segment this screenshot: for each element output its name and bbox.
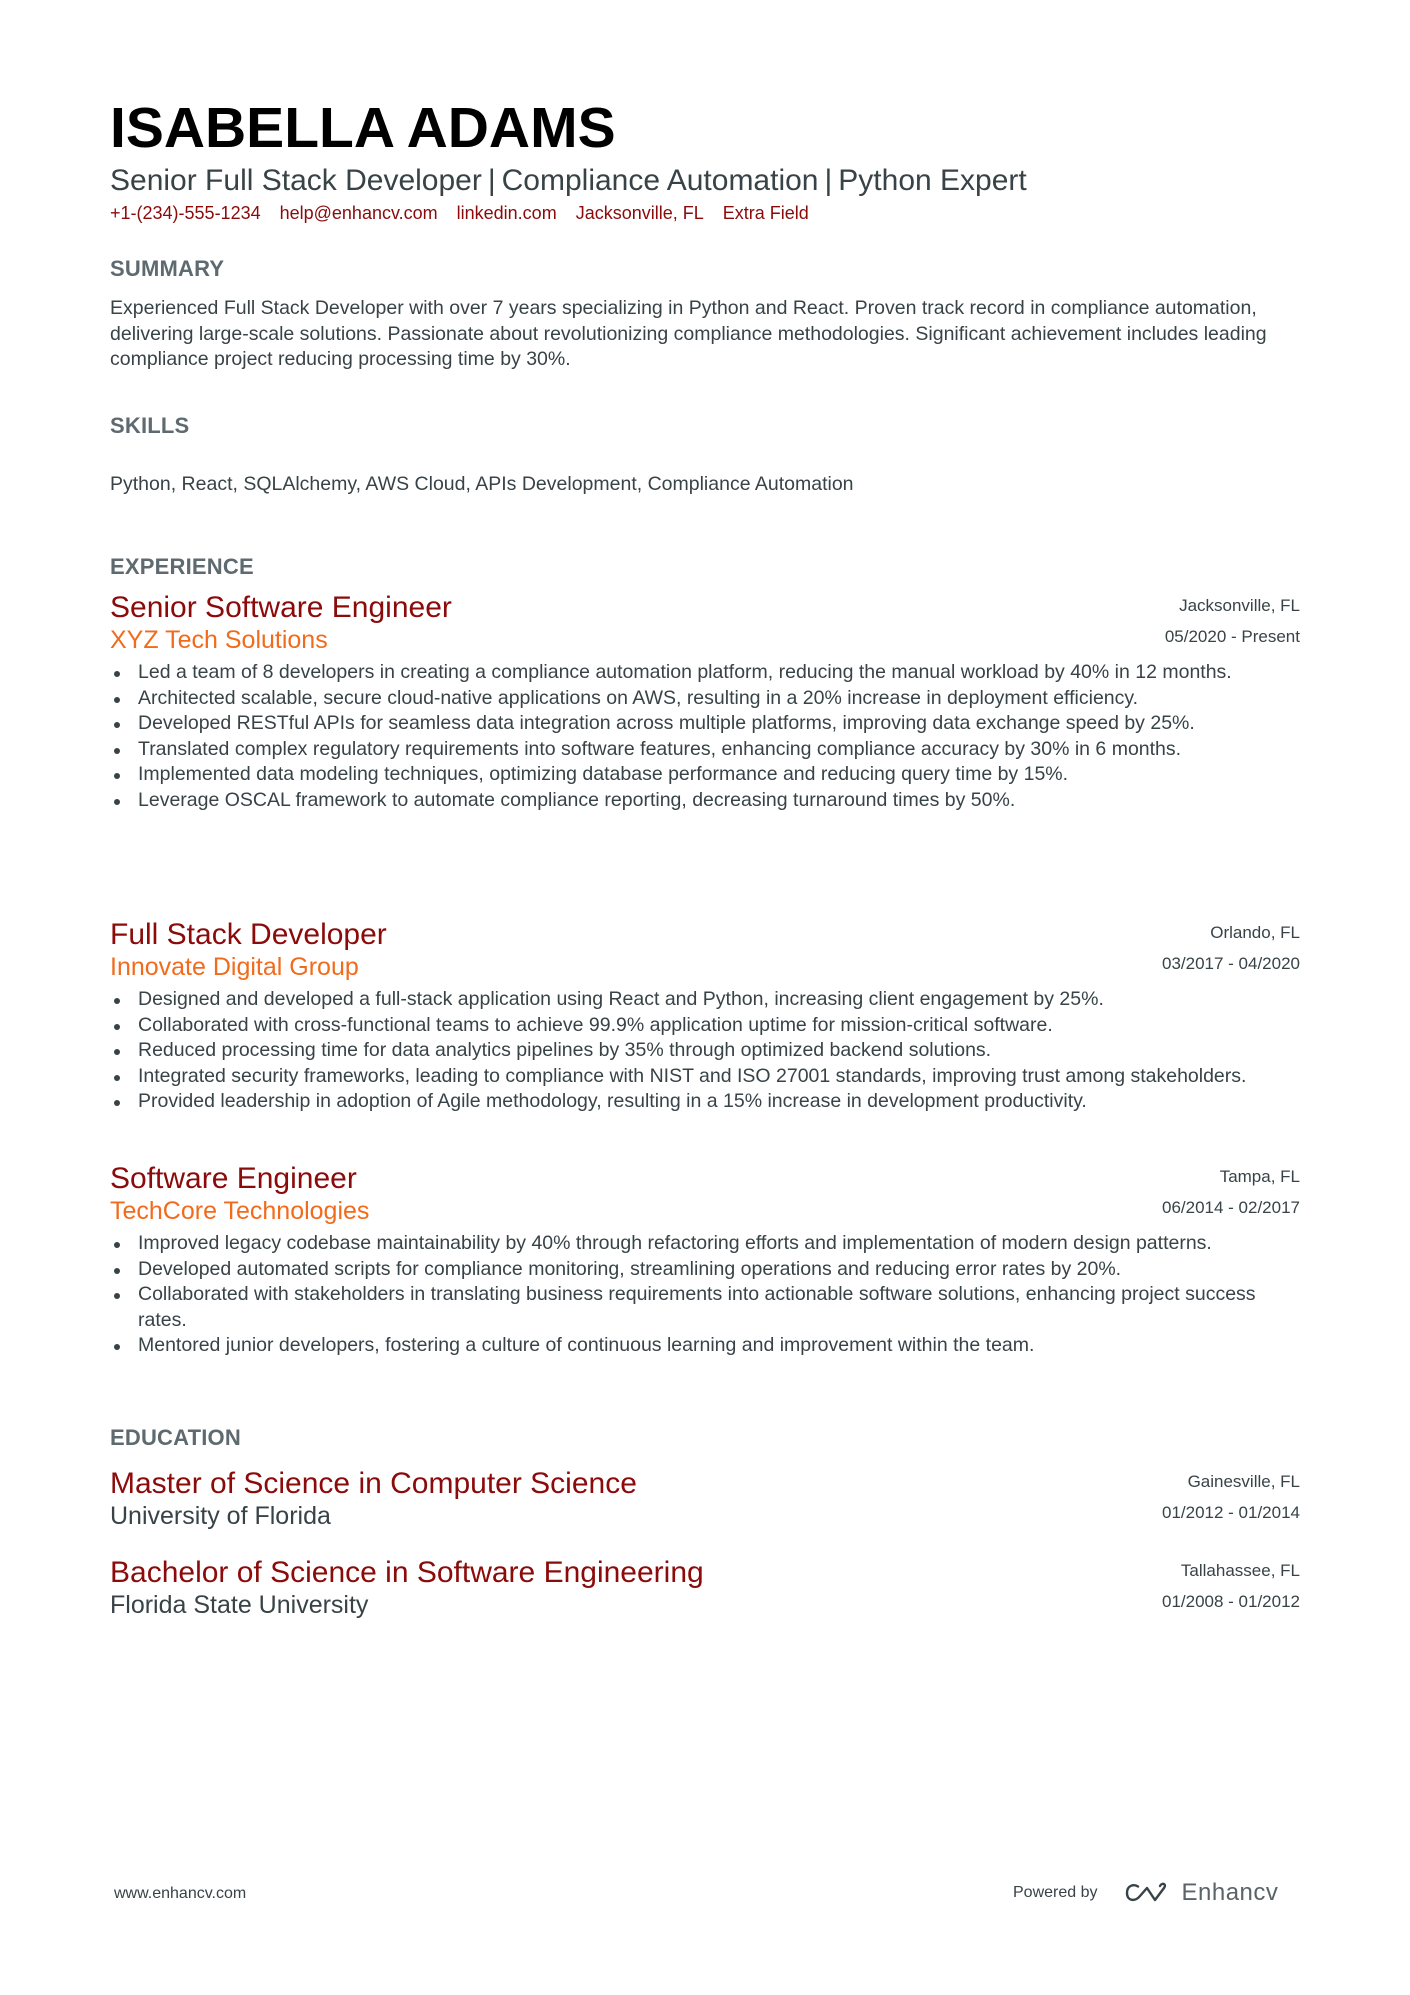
job-location: Orlando, FL xyxy=(1210,923,1300,942)
bullet-item: Mentored junior developers, fostering a culture of continuous learning and improvement within the team. xyxy=(110,1333,1300,1359)
contact-extra-field: Extra Field xyxy=(722,203,809,223)
degree-title: Bachelor of Science in Software Engineering xyxy=(110,1556,704,1589)
education-location: Tallahassee, FL xyxy=(1180,1561,1300,1580)
education-dates: 01/2012 - 01/2014 xyxy=(1161,1503,1300,1522)
job-dates: 06/2014 - 02/2017 xyxy=(1161,1198,1300,1217)
candidate-name: ISABELLA ADAMS xyxy=(110,96,616,160)
headline-separator: | xyxy=(487,164,496,197)
experience-entry xyxy=(110,591,1300,814)
headline-separator: | xyxy=(824,164,833,197)
education-meta xyxy=(1162,1467,1300,1523)
education-entry xyxy=(110,1467,1300,1531)
contact-linkedin[interactable]: linkedin.com xyxy=(456,203,557,223)
contact-info xyxy=(110,201,809,225)
job-meta xyxy=(1165,591,1300,647)
contact-location: Jacksonville, FL xyxy=(575,203,704,223)
bullet-item: Leverage OSCAL framework to automate compliance reporting, decreasing turnaround times by 50%. xyxy=(110,788,1300,814)
enhancv-brand-name: Enhancv xyxy=(1181,1879,1279,1906)
job-bullets xyxy=(110,1231,1300,1359)
enhancv-logo-icon xyxy=(1124,1881,1170,1905)
company-name: TechCore Technologies xyxy=(110,1197,370,1225)
degree-title: Master of Science in Computer Science xyxy=(110,1467,637,1500)
job-meta xyxy=(1162,918,1300,974)
education-dates: 01/2008 - 01/2012 xyxy=(1161,1592,1300,1611)
powered-by-label: Powered by xyxy=(1013,1884,1098,1901)
headline-expertise: Python Expert xyxy=(838,164,1027,197)
job-bullets xyxy=(110,987,1300,1115)
section-heading-education: EDUCATION xyxy=(110,1425,241,1450)
skills-text: Python, React, SQLAlchemy, AWS Cloud, APIs Development, Compliance Automation xyxy=(110,473,854,495)
job-dates: 05/2020 - Present xyxy=(1164,627,1300,646)
education-meta xyxy=(1162,1556,1300,1612)
bullet-item: Collaborated with stakeholders in translating business requirements into actionable software solutions, enhancing project success rates. xyxy=(110,1282,1300,1333)
contact-phone[interactable]: +1-(234)-555-1234 xyxy=(110,203,261,223)
job-location: Tampa, FL xyxy=(1219,1167,1300,1186)
experience-entry xyxy=(110,1162,1300,1359)
bullet-item: Developed automated scripts for compliance monitoring, streamlining operations and reducing error rates by 20%. xyxy=(110,1257,1300,1283)
bullet-item: Integrated security frameworks, leading to compliance with NIST and ISO 27001 standards, improving trust among stakeholders. xyxy=(110,1064,1300,1090)
company-name: Innovate Digital Group xyxy=(110,953,359,981)
contact-email[interactable]: help@enhancv.com xyxy=(279,203,438,223)
bullet-item: Collaborated with cross-functional teams to achieve 99.9% application uptime for mission-critical software. xyxy=(110,1013,1300,1039)
bullet-item: Translated complex regulatory requirements into software features, enhancing compliance accuracy by 30% in 6 months. xyxy=(110,737,1300,763)
section-heading-experience: EXPERIENCE xyxy=(110,554,254,579)
education-location: Gainesville, FL xyxy=(1187,1472,1300,1491)
school-name: Florida State University xyxy=(110,1591,369,1619)
section-heading-skills: SKILLS xyxy=(110,413,190,438)
bullet-item: Architected scalable, secure cloud-native applications on AWS, resulting in a 20% increase in deployment efficiency. xyxy=(110,686,1300,712)
job-title: Software Engineer xyxy=(110,1162,357,1195)
headline xyxy=(110,162,1027,200)
job-title: Senior Software Engineer xyxy=(110,591,452,624)
bullet-item: Implemented data modeling techniques, optimizing database performance and reducing query time by 15%. xyxy=(110,762,1300,788)
job-title: Full Stack Developer xyxy=(110,918,387,951)
bullet-item: Reduced processing time for data analytics pipelines by 35% through optimized backend solutions. xyxy=(110,1038,1300,1064)
headline-role: Senior Full Stack Developer xyxy=(110,164,482,197)
bullet-item: Provided leadership in adoption of Agile methodology, resulting in a 15% increase in development productivity. xyxy=(110,1089,1300,1115)
bullet-item: Led a team of 8 developers in creating a compliance automation platform, reducing the manual workload by 40% in 12 months. xyxy=(110,660,1300,686)
school-name: University of Florida xyxy=(110,1502,331,1530)
section-heading-summary: SUMMARY xyxy=(110,256,225,281)
company-name: XYZ Tech Solutions xyxy=(110,626,328,654)
footer-website-link[interactable]: www.enhancv.com xyxy=(114,1885,247,1902)
headline-focus: Compliance Automation xyxy=(501,164,819,197)
bullet-item: Improved legacy codebase maintainability by 40% through refactoring efforts and implementation of modern design patterns. xyxy=(110,1231,1300,1257)
summary-text: Experienced Full Stack Developer with over 7 years specializing in Python and React. Proven track record in compliance automation, delivering large-scale solutions. Passionate about revolutionizing compliance methodologies. Significant achievement includes leading compliance project reducing processing time by 30%. xyxy=(110,297,1267,371)
job-bullets xyxy=(110,660,1300,814)
powered-by-badge[interactable] xyxy=(1013,1879,1278,1907)
bullet-item: Designed and developed a full-stack application using React and Python, increasing client engagement by 25%. xyxy=(110,987,1300,1013)
job-meta xyxy=(1162,1162,1300,1218)
bullet-item: Developed RESTful APIs for seamless data integration across multiple platforms, improving data exchange speed by 25%. xyxy=(110,711,1300,737)
experience-entry xyxy=(110,918,1300,1115)
job-location: Jacksonville, FL xyxy=(1179,596,1300,615)
education-entry xyxy=(110,1556,1300,1620)
job-dates: 03/2017 - 04/2020 xyxy=(1161,954,1300,973)
